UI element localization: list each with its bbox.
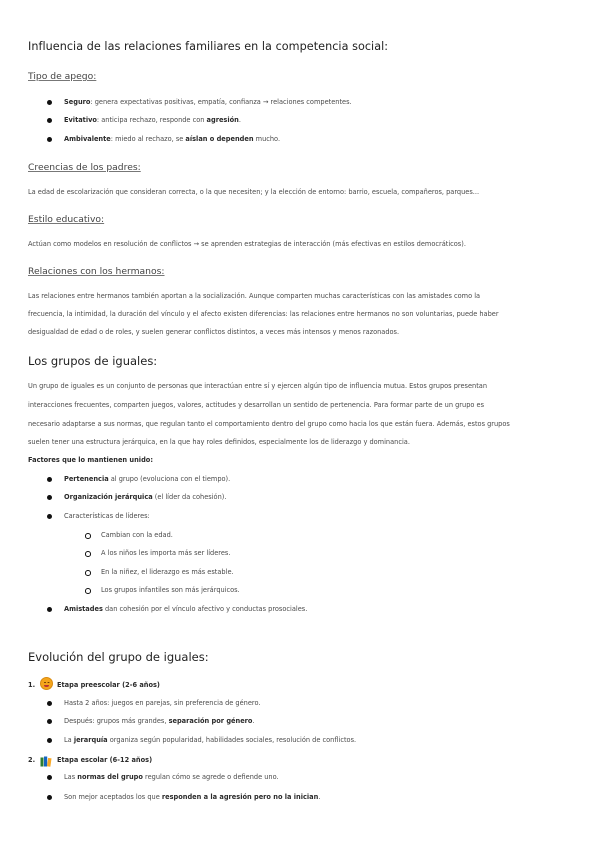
- list-item: [64, 717, 255, 725]
- item-text: Son mejor aceptados los que: [64, 793, 162, 801]
- section-heading-evolucion: Evolución del grupo de iguales:: [28, 650, 209, 664]
- sub-bullet-icon: [85, 570, 91, 576]
- bullet-icon: [47, 775, 52, 780]
- paragraph: Actúan como modelos en resolución de conflictos → se aprenden estrategias de interacción (más efectivas en estilos democráticos).: [28, 240, 466, 248]
- books-icon: [40, 752, 52, 763]
- item-text-tail: organiza según popularidad, habilidades sociales, resolución de conflictos.: [107, 736, 357, 744]
- item-text: La: [64, 736, 74, 744]
- bullet-icon: [47, 137, 52, 142]
- term: Seguro: [64, 98, 91, 106]
- definition: : miedo al rechazo, se: [110, 135, 186, 143]
- sub-list-item: Cambian con la edad.: [101, 531, 173, 539]
- definition: (el líder da cohesión).: [152, 493, 227, 501]
- list-item: [64, 475, 230, 483]
- bullet-icon: [47, 495, 52, 500]
- list-item: [64, 793, 320, 801]
- list-item: [64, 116, 241, 124]
- sub-list-item: A los niños les importa más ser líderes.: [101, 549, 231, 557]
- definition: dan cohesión por el vínculo afectivo y conductas prosociales.: [102, 605, 308, 613]
- emphasis: aíslan o dependen: [185, 135, 254, 143]
- bullet-icon: [47, 719, 52, 724]
- item-text: Hasta 2 años: juegos en parejas, sin preferencia de género.: [64, 699, 261, 707]
- definition: al grupo (evoluciona con el tiempo).: [108, 475, 231, 483]
- stage-label: Etapa escolar (6-12 años): [57, 756, 153, 764]
- document-title: Influencia de las relaciones familiares en la competencia social:: [28, 40, 389, 53]
- item-text: Después: grupos más grandes,: [64, 717, 169, 725]
- bullet-icon: [47, 738, 52, 743]
- emphasis: normas del grupo: [77, 773, 143, 781]
- item-text-tail: .: [252, 717, 255, 725]
- sub-list-item: Los grupos infantiles son más jerárquicos.: [101, 586, 240, 594]
- emphasis: agresión: [206, 116, 239, 124]
- bullet-icon: [47, 118, 52, 123]
- paragraph-line: Un grupo de iguales es un conjunto de personas que interactúan entre sí y ejercen algún tipo de influencia mutua. Estos grupos presentan: [28, 382, 487, 390]
- paragraph-line: Las relaciones entre hermanos también aportan a la socialización. Aunque comparten muchas características con las amistades como la: [28, 292, 481, 300]
- definition: : anticipa rechazo, responde con: [96, 116, 207, 124]
- definition: : genera expectativas positivas, empatía, confianza → relaciones competentes.: [90, 98, 352, 106]
- definition-tail: mucho.: [253, 135, 281, 143]
- section-heading-estilo: Estilo educativo:: [28, 214, 105, 225]
- list-item: [64, 512, 150, 520]
- bullet-icon: [47, 701, 52, 706]
- item-text-tail: .: [318, 793, 321, 801]
- stage-label: Etapa preescolar (2-6 años): [57, 681, 160, 689]
- list-item: [64, 699, 260, 707]
- list-item: [64, 605, 307, 613]
- section-heading-hermanos: Relaciones con los hermanos:: [28, 266, 165, 277]
- section-heading-creencias: Creencias de los padres:: [28, 162, 141, 173]
- child-face-icon: [40, 677, 53, 690]
- sub-bullet-icon: [85, 533, 91, 539]
- paragraph-line: desigualdad de edad o de roles, y suelen generar conflictos distintos, a veces más intensos y menos razonados.: [28, 328, 400, 336]
- emphasis: jerarquía: [73, 736, 108, 744]
- list-item: [64, 493, 226, 501]
- definition-tail: .: [238, 116, 241, 124]
- item-text: Las: [64, 773, 78, 781]
- section-heading-grupos: Los grupos de iguales:: [28, 354, 158, 368]
- list-item: [64, 98, 352, 106]
- term: Organización jerárquica: [64, 493, 153, 501]
- emphasis: responden a la agresión pero no la inician: [161, 793, 319, 801]
- term: Pertenencia: [64, 475, 109, 483]
- bullet-icon: [47, 795, 52, 800]
- bullet-icon: [47, 514, 52, 519]
- definition: Características de líderes:: [64, 512, 150, 520]
- sub-list-item: En la niñez, el liderazgo es más estable.: [101, 568, 234, 576]
- stage-number: 2.: [28, 756, 36, 764]
- bullet-icon: [47, 100, 52, 105]
- section-heading-apego: Tipo de apego:: [28, 71, 97, 82]
- item-text-tail: regulan cómo se agrede o defiende uno.: [142, 773, 279, 781]
- bullet-icon: [47, 477, 52, 482]
- sub-bullet-icon: [85, 588, 91, 594]
- factores-label: Factores que lo mantienen unido:: [28, 456, 153, 464]
- paragraph-line: interacciones frecuentes, comparten juegos, valores, actitudes y desarrollan un sentido de pertenencia. Para formar parte de un grupo es: [28, 401, 484, 409]
- paragraph-line: suelen tener una estructura jerárquica, en la que hay roles definidos, especialmente los de liderazgo y dominancia.: [28, 438, 410, 446]
- bullet-icon: [47, 607, 52, 612]
- paragraph: La edad de escolarización que consideran correcta, o la que necesiten; y la elección de entorno: barrio, escuela, compañeros, parques...: [28, 188, 480, 196]
- term: Ambivalente: [64, 135, 111, 143]
- stage-number: 1.: [28, 681, 36, 689]
- emphasis: separación por género: [168, 717, 253, 725]
- paragraph-line: frecuencia, la intimidad, la duración del vínculo y el afecto existen diferencias: las relaciones entre hermanos no son voluntarias, puede haber: [28, 310, 499, 318]
- list-item: [64, 135, 280, 143]
- list-item: [64, 736, 356, 744]
- list-item: [64, 773, 279, 781]
- sub-bullet-icon: [85, 551, 91, 557]
- term: Amistades: [64, 605, 103, 613]
- paragraph-line: necesario adaptarse a sus normas, que regulan tanto el comportamiento dentro del grupo como hacia los que están fuera. Además, estos grupos: [28, 420, 510, 428]
- term: Evitativo: [64, 116, 97, 124]
